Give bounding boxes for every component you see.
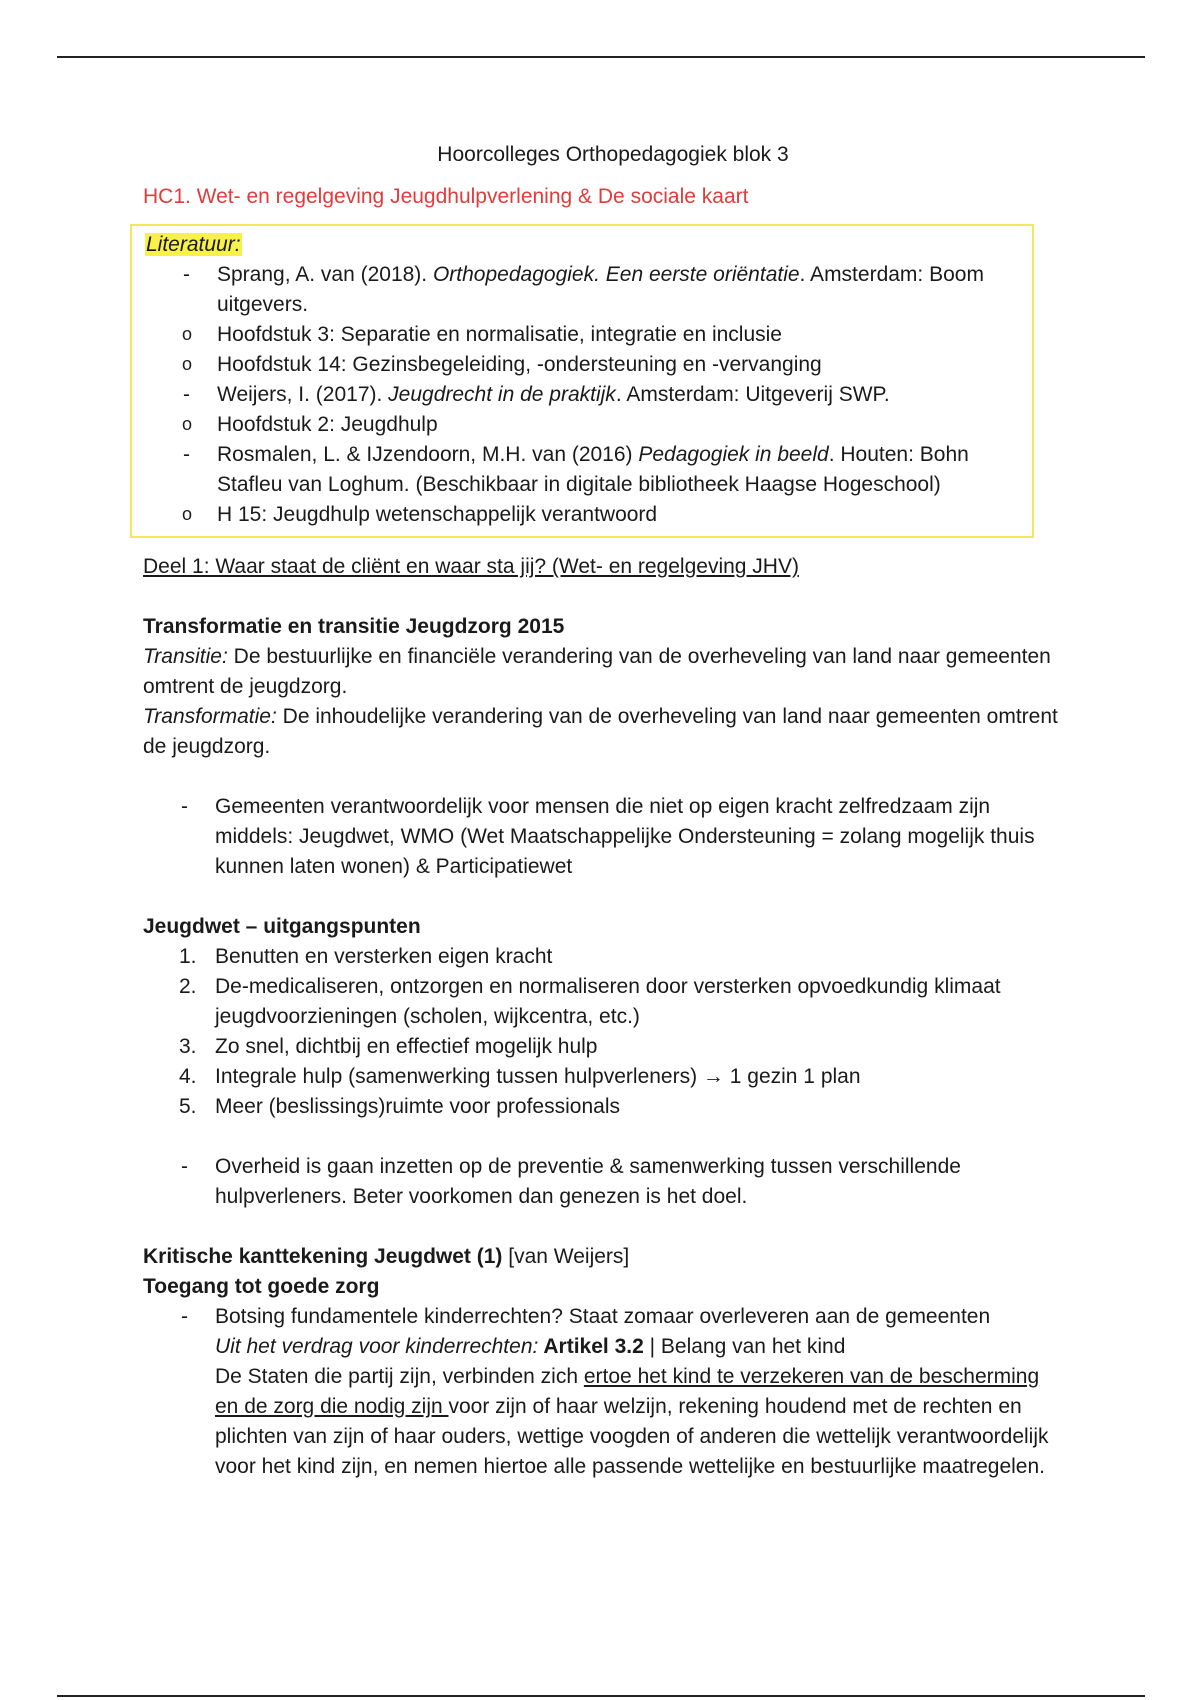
literature-sublist bbox=[145, 500, 1019, 530]
definition-text: De bestuurlijke en financiële verandering van de overheveling van land naar gemeenten omtrent de jeugdzorg. bbox=[143, 645, 1051, 698]
literature-sublist bbox=[145, 410, 1019, 440]
item-text: Zo snel, dichtbij en effectief mogelijk hulp bbox=[215, 1035, 598, 1058]
document-page bbox=[143, 140, 1063, 1482]
article-title: | Belang van het kind bbox=[643, 1335, 846, 1358]
bullet-item: - Gemeenten verantwoordelijk voor mensen die niet op eigen kracht zelfredzaam zijn middels: Jeugdwet, WMO (Wet Maatschappelijke Ondersteuning = zolang mogelijk thuis kunnen laten wonen) & Participatiewet bbox=[143, 792, 1063, 882]
literature-chapter: o Hoofdstuk 14: Gezinsbegeleiding, -ondersteuning en -vervanging bbox=[145, 350, 1019, 380]
lit-entry-text: Weijers, I. (2017). bbox=[217, 383, 389, 406]
literature-entry bbox=[145, 380, 1019, 410]
item-text: De-medicaliseren, ontzorgen en normaliseren door versterken opvoedkundig klimaat jeugdvoorzieningen (scholen, wijkcentra, etc.) bbox=[215, 975, 1001, 1028]
literature-entry bbox=[145, 260, 1019, 320]
literature-list bbox=[145, 440, 1019, 500]
header-rule bbox=[57, 56, 1145, 58]
lit-entry-text: Sprang, A. van (2018). bbox=[217, 263, 433, 286]
article-text-underlined: ertoe het kind te verzekeren van de bescherming en de zorg die nodig zijn bbox=[215, 1365, 1040, 1418]
document-title: Hoorcolleges Orthopedagogiek blok 3 bbox=[437, 143, 789, 166]
section-title-deel1: Deel 1: Waar staat de cliënt en waar sta jij? (Wet- en regelgeving JHV) bbox=[143, 555, 799, 578]
bullet-item: - Overheid is gaan inzetten op de preventie & samenwerking tussen verschillende hulpverleners. Beter voorkomen dan genezen is het doel. bbox=[143, 1152, 1063, 1212]
bullet-item bbox=[143, 1302, 1063, 1482]
lit-entry-title: Pedagogiek in beeld bbox=[638, 443, 829, 466]
jeugdwet-principles bbox=[143, 942, 1063, 1122]
item-text: Integrale hulp (samenwerking tussen hulpverleners) → 1 gezin 1 plan bbox=[215, 1065, 861, 1088]
spacer bbox=[143, 1212, 1063, 1242]
term-transitie: Transitie: bbox=[143, 645, 228, 668]
principle-item bbox=[143, 972, 1063, 1032]
lit-entry-publisher: . Amsterdam: Boom uitgevers. bbox=[217, 263, 984, 316]
spacer bbox=[143, 582, 1063, 612]
item-number: 1. bbox=[179, 945, 197, 968]
lit-entry-title: Orthopedagogiek. Een eerste oriëntatie bbox=[432, 263, 800, 286]
lit-entry-title: Jeugdrecht in de praktijk bbox=[388, 383, 616, 406]
item-number: 4. bbox=[179, 1065, 197, 1088]
principle-item bbox=[143, 1032, 1063, 1062]
literature-list bbox=[145, 260, 1019, 320]
literature-label: Literatuur: bbox=[146, 233, 241, 256]
principle-item bbox=[143, 942, 1063, 972]
literature-entry bbox=[145, 440, 1019, 500]
item-text: Meer (beslissings)ruimte voor professionals bbox=[215, 1095, 620, 1118]
kritisch-article bbox=[215, 1332, 1063, 1362]
heading-kritisch bbox=[143, 1242, 1063, 1272]
kritisch-line: - Botsing fundamentele kinderrechten? Staat zomaar overleveren aan de gemeenten bbox=[215, 1305, 991, 1328]
principle-item bbox=[143, 1092, 1063, 1122]
definition-transitie bbox=[143, 642, 1063, 702]
literature-chapter: o Hoofdstuk 2: Jeugdhulp bbox=[145, 410, 1019, 440]
article-number: Artikel 3.2 bbox=[538, 1335, 644, 1358]
principle-item bbox=[143, 1062, 1063, 1092]
subheading-toegang: Toegang tot goede zorg bbox=[143, 1275, 380, 1298]
item-number: 3. bbox=[179, 1035, 197, 1058]
article-text-post: voor zijn of haar welzijn, rekening houdend met de rechten en plichten van zijn of haar ouders, wettige voogden of anderen die wettelijk verantwoordelijk voor het kind zijn, en nemen hiertoe alle passende wettelijke en bestuurlijke maatregelen. bbox=[215, 1395, 1049, 1478]
jeugdwet-bullets bbox=[143, 1152, 1063, 1212]
lit-entry-publisher: . Amsterdam: Uitgeverij SWP. bbox=[615, 383, 890, 406]
article-source: Uit het verdrag voor kinderrechten: bbox=[215, 1335, 539, 1358]
heading-jeugdwet: Jeugdwet – uitgangspunten bbox=[143, 915, 421, 938]
spacer bbox=[143, 762, 1063, 792]
heading-kritisch-bold: Kritische kanttekening Jeugdwet (1) bbox=[143, 1245, 503, 1268]
literature-list bbox=[145, 380, 1019, 410]
article-text-pre: De Staten die partij zijn, verbinden zich bbox=[215, 1365, 584, 1388]
heading-kritisch-source: [van Weijers] bbox=[502, 1245, 630, 1268]
item-number: 2. bbox=[179, 975, 197, 998]
spacer bbox=[143, 882, 1063, 912]
definition-transformatie bbox=[143, 702, 1063, 762]
definition-text: De inhoudelijke verandering van de overheveling van land naar gemeenten omtrent de jeugdzorg. bbox=[143, 705, 1058, 758]
heading-transformatie: Transformatie en transitie Jeugdzorg 2015 bbox=[143, 615, 565, 638]
lecture-title: HC1. Wet- en regelgeving Jeugdhulpverlening & De sociale kaart bbox=[143, 185, 749, 208]
kritisch-bullets bbox=[143, 1302, 1063, 1482]
literature-sublist bbox=[145, 320, 1019, 380]
article-text bbox=[215, 1362, 1063, 1482]
literature-chapter: o Hoofdstuk 3: Separatie en normalisatie, integratie en inclusie bbox=[145, 320, 1019, 350]
term-transformatie: Transformatie: bbox=[143, 705, 277, 728]
lit-entry-text: Rosmalen, L. & IJzendoorn, M.H. van (2016) bbox=[217, 443, 639, 466]
transformatie-bullets bbox=[143, 792, 1063, 882]
literature-box bbox=[130, 224, 1034, 538]
literature-chapter: o H 15: Jeugdhulp wetenschappelijk verantwoord bbox=[145, 500, 1019, 530]
lit-entry-publisher: . Houten: Bohn Stafleu van Loghum. (Beschikbaar in digitale bibliotheek Haagse Hogeschool) bbox=[217, 443, 969, 496]
item-text: Benutten en versterken eigen kracht bbox=[215, 945, 553, 968]
footer-rule bbox=[57, 1695, 1145, 1697]
item-number: 5. bbox=[179, 1095, 197, 1118]
spacer bbox=[143, 1122, 1063, 1152]
